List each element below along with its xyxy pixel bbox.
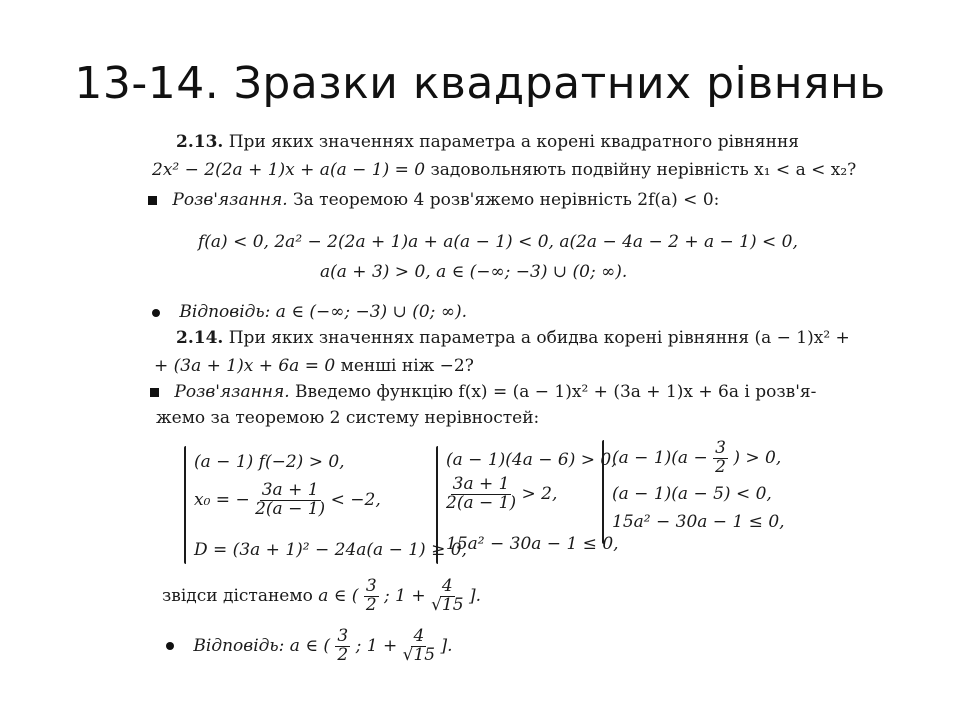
square-bullet-icon: [150, 388, 159, 397]
numerator: 3: [715, 438, 726, 458]
numerator: 3: [337, 626, 349, 646]
solution-label: Розв'язання.: [172, 190, 288, 210]
numerator: 3: [365, 576, 377, 596]
expr-prefix: (a − 1)(a −: [612, 447, 708, 468]
expr-suffix: > 2,: [521, 483, 558, 504]
range-prefix: a ∈ (: [318, 585, 359, 606]
solution-text-continued: жемо за теоремою 2 систему нерівностей:: [156, 408, 540, 428]
fraction: [364, 578, 379, 615]
expr-prefix: x₀ = −: [194, 489, 250, 510]
range-suffix: ].: [440, 635, 453, 656]
fraction: [431, 578, 463, 615]
system-a-line2: [194, 482, 381, 519]
equation: 2x² − 2(2a + 1)x + a(a − 1) = 0: [152, 160, 426, 180]
solution-text: За теоремою 4 розв'яжемо нерівність 2f(a) < 0:: [293, 190, 720, 210]
equation: + (3a + 1)x + 6a = 0: [154, 356, 336, 376]
system-c-line3: 15a² − 30a − 1 ≤ 0,: [612, 512, 785, 532]
numerator: 3a + 1: [452, 474, 510, 494]
denominator: 2: [337, 644, 349, 665]
numerator: 4: [441, 576, 453, 596]
system-c-line2: (a − 1)(a − 5) < 0,: [612, 484, 772, 504]
fraction: [403, 628, 435, 665]
denominator: √15: [431, 594, 464, 615]
expr-suffix: ) > 0,: [733, 447, 782, 468]
bullet-dot-icon: [166, 642, 174, 650]
conclusion-text: звідси дістанемо: [162, 585, 313, 606]
system-a-line1: (a − 1) f(−2) > 0,: [194, 452, 345, 472]
system-b-line3: 15a² − 30a − 1 ≤ 0,: [446, 534, 619, 554]
solution-label: Розв'язання.: [174, 382, 290, 402]
problem-2-14-answer: [166, 628, 453, 665]
range-mid: ; 1 +: [384, 585, 426, 606]
fraction: [335, 628, 350, 665]
range-suffix: ].: [468, 585, 481, 606]
question-text: При яких значеннях параметра a обидва корені рівняння (a − 1)x² +: [228, 328, 850, 348]
question-text: менші ніж −2?: [340, 356, 474, 376]
denominator: 2: [365, 594, 377, 615]
denominator: √15: [402, 644, 436, 665]
fraction: [713, 440, 728, 477]
problem-2-13-question-line1: [176, 132, 799, 152]
answer-label: Відповідь:: [193, 635, 285, 656]
problem-number: 2.13.: [176, 132, 224, 152]
problem-2-14-question-line2: [154, 356, 474, 376]
problem-2-13-answer: [152, 302, 467, 322]
problem-2-14-question-line1: [176, 328, 850, 348]
system-a-line3: D = (3a + 1)² − 24a(a − 1) ≥ 0,: [194, 540, 467, 560]
system-brace: [436, 446, 438, 564]
system-c-line1: [612, 440, 781, 477]
problem-2-14-solution-header: [150, 382, 816, 402]
answer-label: Відповідь:: [179, 302, 271, 322]
system-brace: [602, 440, 604, 544]
square-bullet-icon: [148, 196, 157, 205]
slide-title: 13-14. Зразки квадратних рівнянь: [74, 58, 886, 109]
solution-line: f(a) < 0, 2a² − 2(2a + 1)a + a(a − 1) < 0, a(2a − 4a − 2 + a − 1) < 0,: [198, 232, 798, 252]
question-text: При яких значеннях параметра a корені квадратного рівняння: [228, 132, 800, 152]
range-mid: ; 1 +: [355, 635, 398, 656]
answer-value: a ∈ (−∞; −3) ∪ (0; ∞).: [275, 302, 468, 322]
fraction: [446, 476, 516, 513]
denominator: 2(a − 1): [446, 492, 517, 513]
system-b-line2: [446, 476, 557, 513]
question-text: задовольняють подвійну нерівність x₁ < a < x₂?: [430, 160, 857, 180]
system-b-line1: (a − 1)(4a − 6) > 0,: [446, 450, 617, 470]
conclusion-line: [162, 578, 481, 615]
problem-2-13-solution-header: [148, 190, 719, 210]
problem-number: 2.14.: [176, 328, 224, 348]
expr-suffix: < −2,: [330, 489, 381, 510]
numerator: 3a + 1: [261, 480, 319, 500]
bullet-dot-icon: [152, 309, 160, 317]
range-prefix: a ∈ (: [289, 635, 330, 656]
fraction: [255, 482, 325, 519]
solution-text: Введемо функцію f(x) = (a − 1)x² + (3a + 1)x + 6a і розв'я-: [295, 382, 817, 402]
scanned-page: [148, 122, 857, 682]
denominator: 2(a − 1): [255, 498, 326, 519]
system-brace: [184, 446, 186, 564]
numerator: 4: [413, 626, 425, 646]
problem-2-13-question-line2: [152, 160, 856, 180]
denominator: 2: [715, 456, 726, 477]
solution-line: a(a + 3) > 0, a ∈ (−∞; −3) ∪ (0; ∞).: [320, 262, 628, 282]
